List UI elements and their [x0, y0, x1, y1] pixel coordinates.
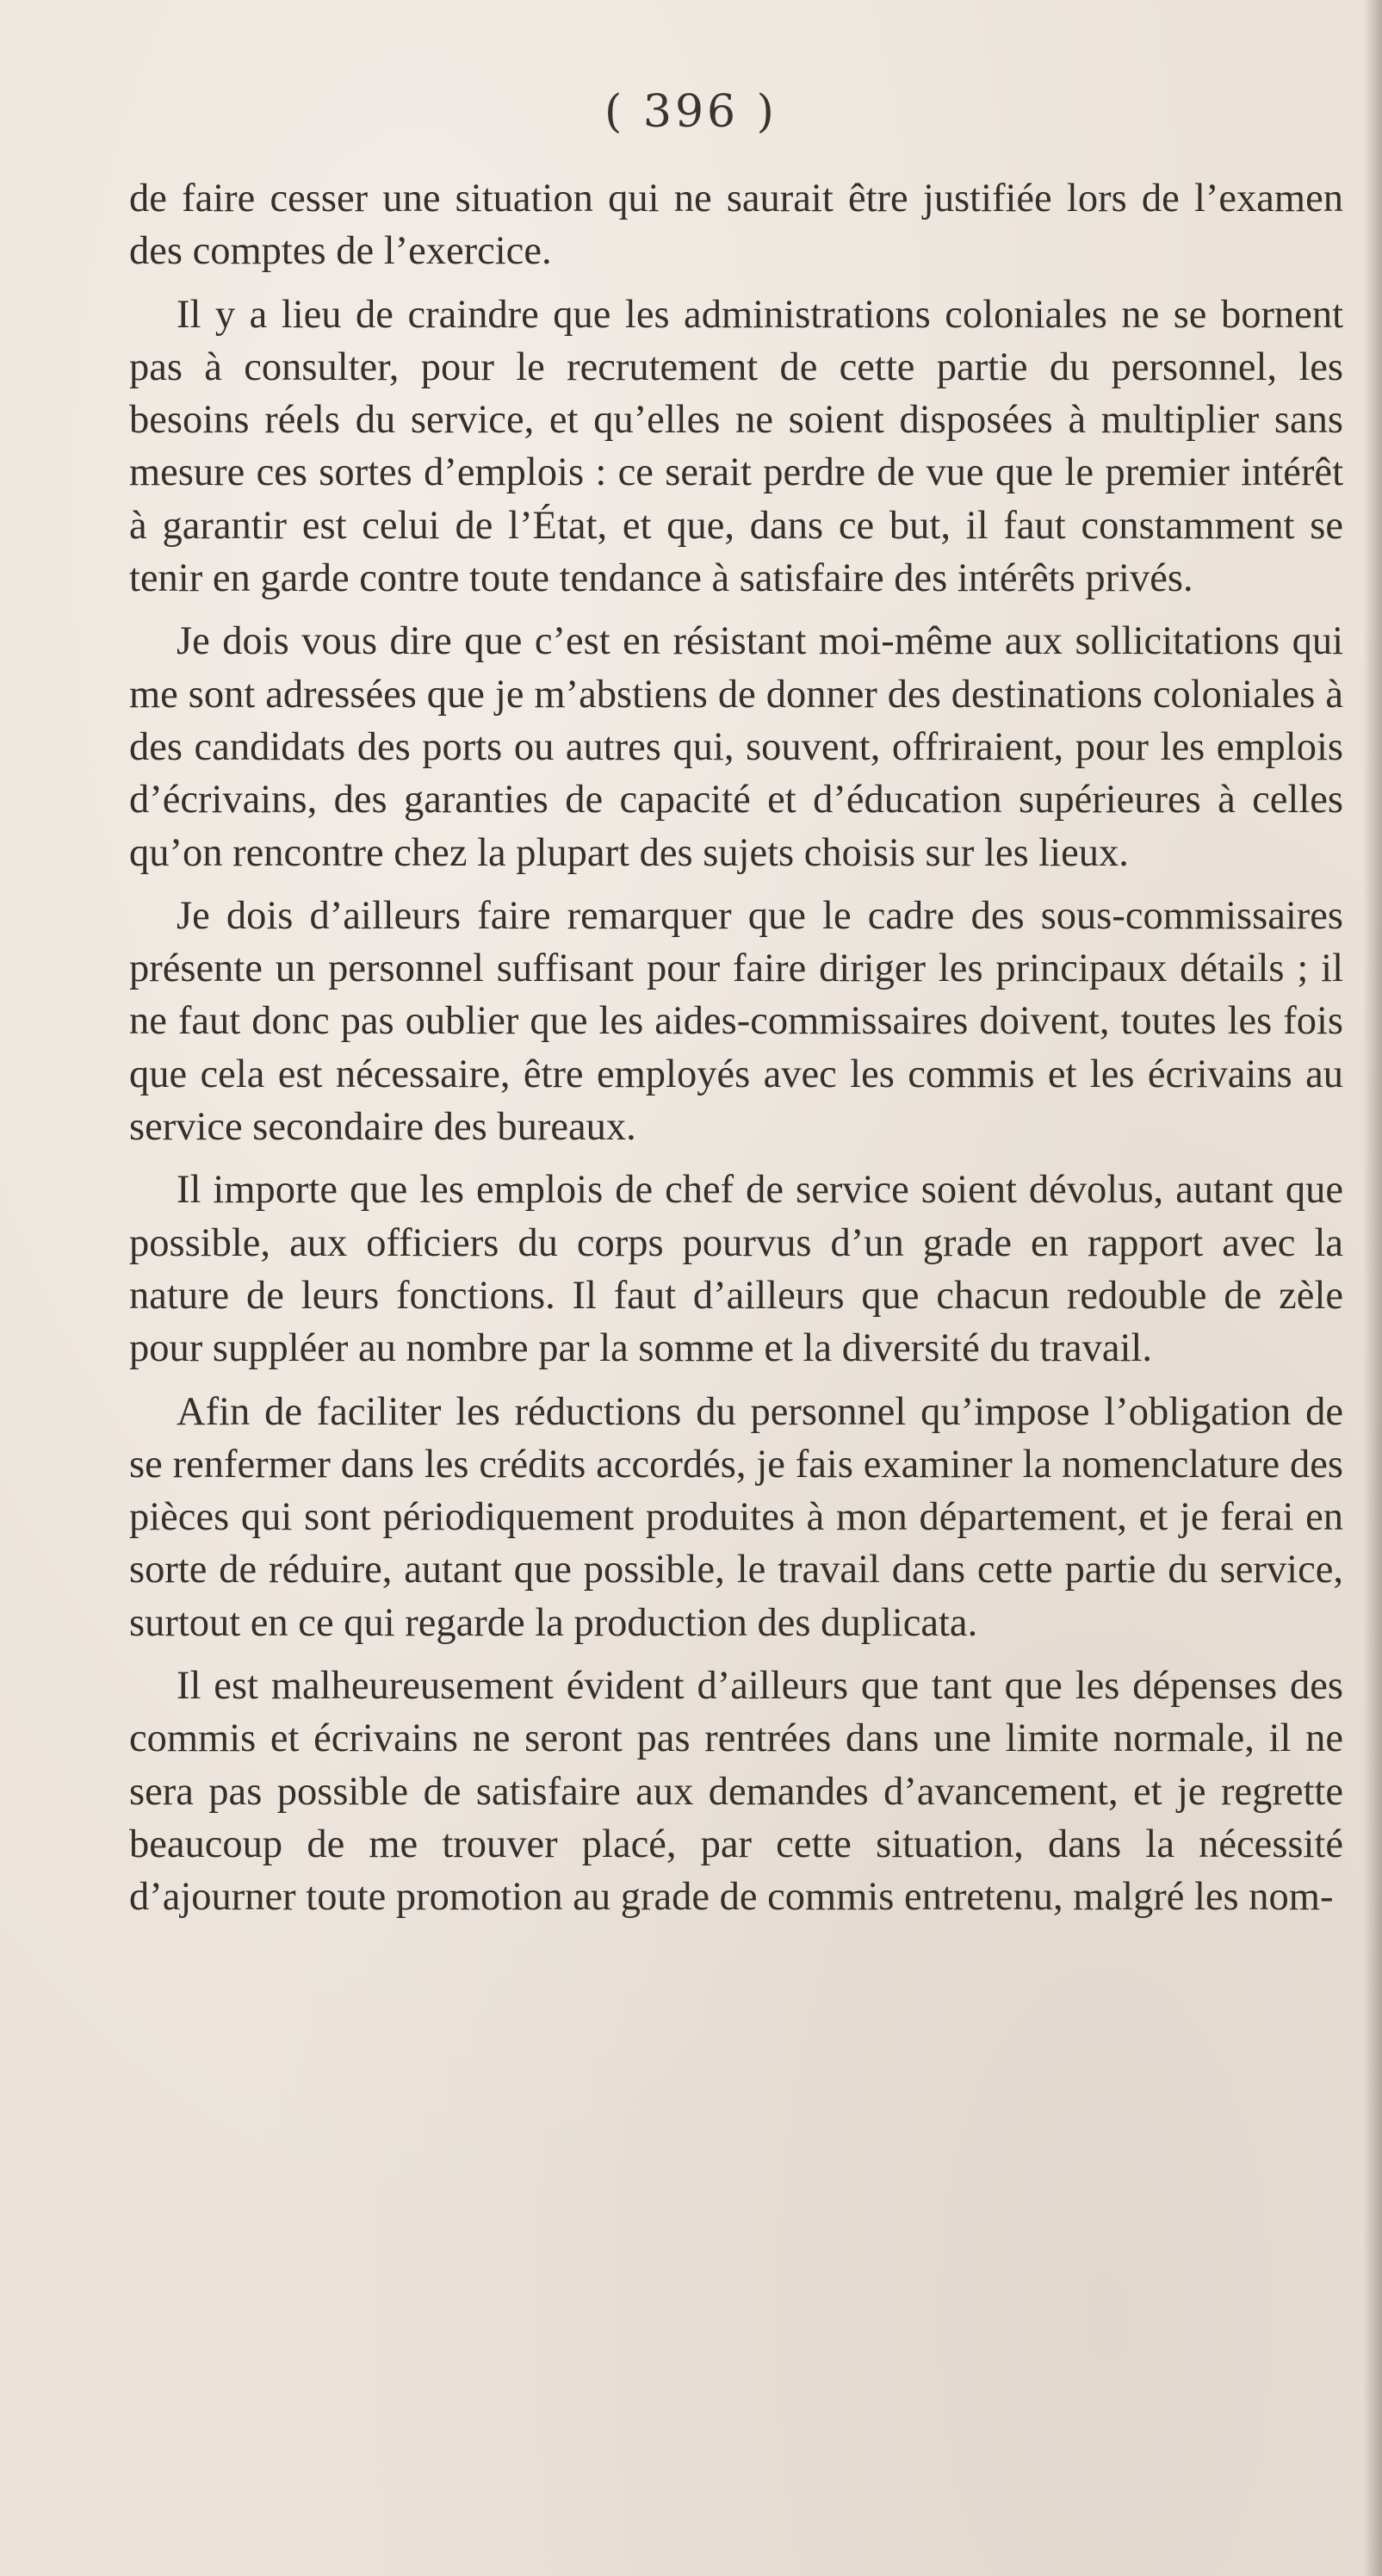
paragraph-2: Il y a lieu de craindre que les administrations coloniales ne se bornent pas à consulter, pour le recrutement de cette partie du personnel, les besoins réels du service, et qu’elles ne soient disposées à multiplier sans mesure ces sortes d’emplois : ce serait perdre de vue que le premier intérêt à garantir est celui de l’État, et que, dans ce but, il faut constamment se tenir en garde contre toute tendance à satisfaire des intérêts privés. [129, 292, 1343, 601]
page-edge-shadow [1363, 0, 1382, 2576]
paragraph-4: Je dois d’ailleurs faire remarquer que le cadre des sous-commissaires présente un personnel suffisant pour faire diriger les principaux détails ; il ne faut donc pas oublier que les aides-commissaires doivent, toutes les fois que cela est nécessaire, être employés avec les commis et les écrivains au service secondaire des bureaux. [129, 893, 1343, 1150]
body-text [129, 172, 1343, 1934]
paragraph-3: Je dois vous dire que c’est en résistant moi-même aux sollicitations qui me sont adressées que je m’abstiens de donner des destinations coloniales à des candidats des ports ou autres qui, souvent, offriraient, pour les emplois d’écrivains, des garanties de capacité et d’éducation supérieures à celles qu’on rencontre chez la plupart des sujets choisis sur les lieux. [129, 619, 1343, 875]
paragraph-7: Il est malheureusement évident d’ailleurs que tant que les dépenses des commis et écrivains ne seront pas rentrées dans une limite normale, il ne sera pas possible de satisfaire aux demandes d’avancement, et je regrette beaucoup de me trouver placé, par cette situation, dans la nécessité d’ajourner toute promotion au grade de commis entretenu, malgré les nom- [129, 1664, 1343, 1920]
paragraph-6: Afin de faciliter les réductions du personnel qu’impose l’obligation de se renfermer dans les crédits accordés, je fais examiner la nomenclature des pièces qui sont périodiquement produites à mon département, et je ferai en sorte de réduire, autant que possible, le travail dans cette partie du service, surtout en ce qui regarde la production des duplicata. [129, 1389, 1343, 1645]
paragraph-1: de faire cesser une situation qui ne saurait être justifiée lors de l’examen des comptes de l’exercice. [129, 177, 1343, 274]
paragraph-5: Il importe que les emplois de chef de service soient dévolus, autant que possible, aux officiers du corps pourvus d’un grade en rapport avec la nature de leurs fonctions. Il faut d’ailleurs que chacun redouble de zèle pour suppléer au nombre par la somme et la diversité du travail. [129, 1168, 1343, 1371]
page-number: ( 396 ) [604, 86, 778, 138]
